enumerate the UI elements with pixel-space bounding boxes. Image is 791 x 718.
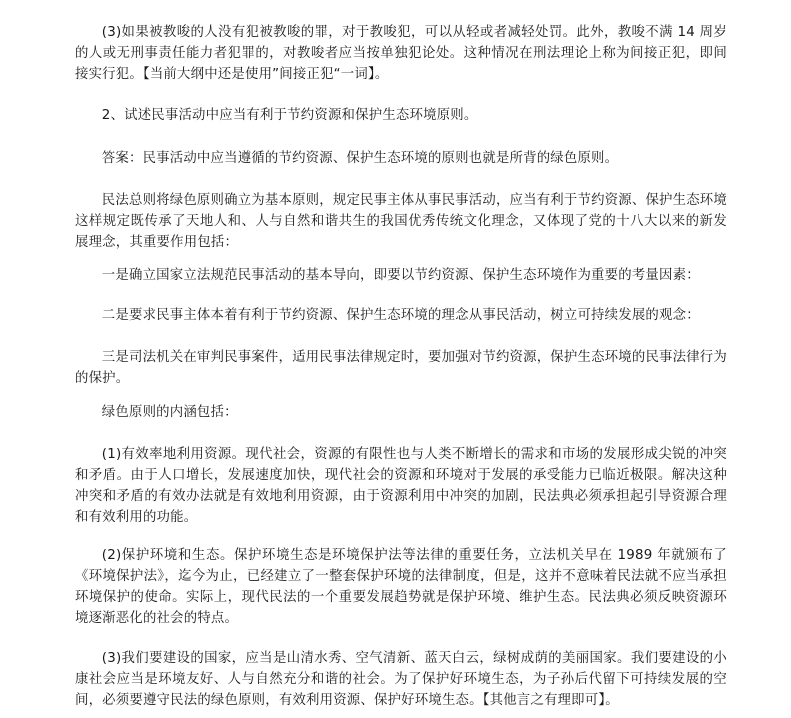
- point-one: 一是确立国家立法规范民事活动的基本导向，即要以节约资源、保护生态环境作为重要的考量因素：: [101, 268, 700, 283]
- connotation-item-1: (1)有效率地利用资源。现代社会，资源的有限性也与人类不断增长的需求和市场的发展形成尖锐的冲突和矛盾。由于人口增长，发展速度加快，现代社会的资源和环境对于发展的承受能力已临近极限。解决这种冲突和矛盾的有效办法就是有效地利用资源，由于资源利用中冲突的加剧，民法典必须承担起引导资源合理和有效利用的功能。: [75, 447, 727, 525]
- green-principle-connotation-heading: 绿色原则的内涵包括：: [101, 405, 238, 420]
- point-three: 三是司法机关在审判民事案件，适用民事法律规定时，要加强对节约资源，保护生态环境的民事法律行为的保护。: [75, 350, 727, 386]
- question-2-heading: 2、试述民事活动中应当有利于节约资源和保护生态环境原则。: [101, 108, 478, 123]
- connotation-item-2: (2)保护环境和生态。保护环境生态是环境保护法等法律的重要任务，立法机关早在 1989 年就颁布了《环境保护法》，迄今为止，已经建立了一整套保护环境的法律制度，但是，这并不意味着民法就不应当承担环境保护的使命。实际上，现代民法的一个重要发展趋势就是保护环境、维护生态。民法典必须反映资源环境逐渐恶化的社会的特点。: [75, 548, 727, 626]
- answer-intro: 答案：民事活动中应当遵循的节约资源、保护生态环境的原则也就是所背的绿色原则。: [101, 151, 619, 166]
- paragraph-instigation-indirect-principal: (3)如果被教唆的人没有犯被教唆的罪，对于教唆犯，可以从轻或者减轻处罚。此外，教唆不满 14 周岁的人或无刑事责任能力者犯罪的，对教唆者应当按单独犯论处。这种情况在刑法理论上称为间接正犯，即间接实行犯。【当前大纲中还是使用”间接正犯“一词】。: [75, 25, 727, 82]
- paragraph-green-principle-general: 民法总则将绿色原则确立为基本原则，规定民事主体从事民事活动，应当有利于节约资源、保护生态环境这样规定既传承了天地人和、人与自然和谐共生的我国优秀传统文化理念，又体现了党的十八大以来的新发展理念，其重要作用包括：: [75, 193, 727, 250]
- point-two: 二是要求民事主体本着有利于节约资源、保护生态环境的理念从事民活动，树立可持续发展的观念：: [101, 308, 700, 323]
- connotation-item-3: (3)我们要建设的国家，应当是山清水秀、空气清新、蓝天白云，绿树成荫的美丽国家。我们要建设的小康社会应当是环境友好、人与自然充分和谐的社会。为了保护好环境生态，为子孙后代留下可持续发展的空间，必须要遵守民法的绿色原则，有效利用资源、保护好环境生态。【其他言之有理即可】。: [75, 651, 727, 708]
